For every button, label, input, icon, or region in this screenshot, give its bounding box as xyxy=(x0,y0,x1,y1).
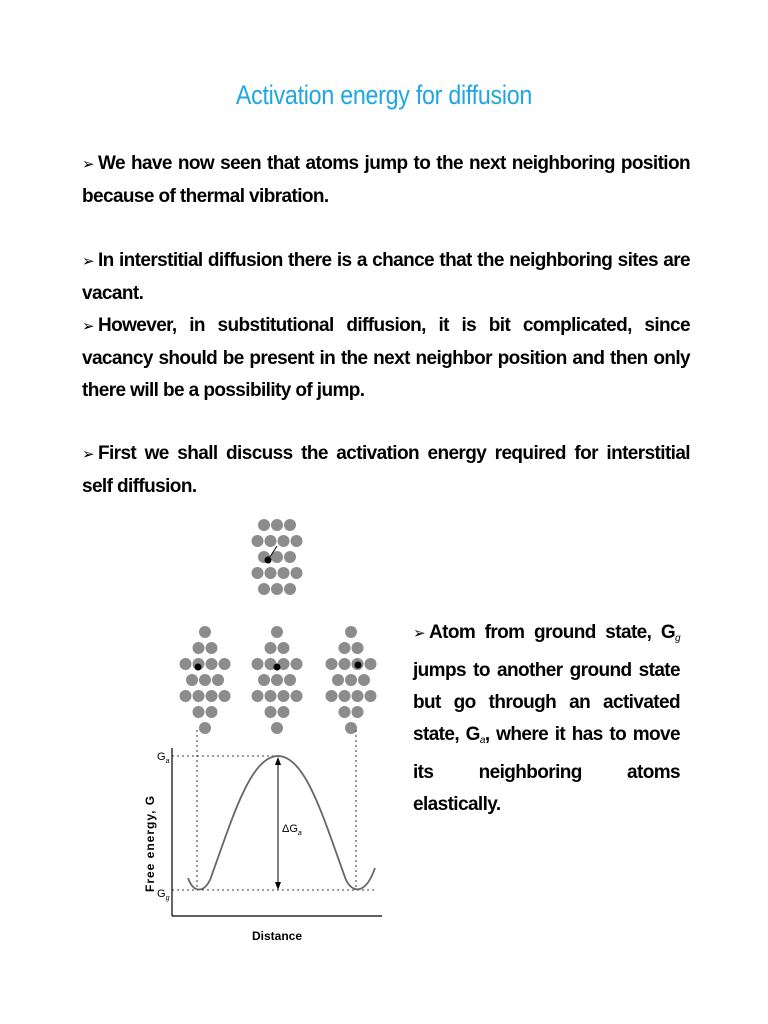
label-delta-g: $\Delta G_a$ xyxy=(282,823,302,837)
left-cluster-atom xyxy=(193,706,205,718)
top-cluster-atom xyxy=(284,551,296,563)
top-cluster-atom xyxy=(258,583,270,595)
side-sub-a: a xyxy=(479,735,485,746)
right-cluster-atom xyxy=(352,642,364,654)
atom-clusters xyxy=(180,519,377,734)
middle-cluster-atom xyxy=(258,674,270,686)
side-text-2: jumps to another ground state but go through an activated state, G xyxy=(413,660,680,745)
right-cluster-atom xyxy=(365,658,377,670)
bullet-arrow-icon: ➢ xyxy=(82,446,94,463)
middle-cluster-atom xyxy=(291,690,303,702)
paragraph-2-text: In interstitial diffusion there is a chance that the neighboring sites are vacant. xyxy=(82,250,690,304)
y-axis-label: Free energy, G xyxy=(143,794,157,892)
left-cluster-atom xyxy=(199,626,211,638)
left-cluster-atom xyxy=(199,722,211,734)
middle-cluster-atom xyxy=(271,674,283,686)
right-cluster-atom xyxy=(339,658,351,670)
middle-cluster-atom xyxy=(278,706,290,718)
left-cluster-atom xyxy=(219,690,231,702)
right-cluster-atom xyxy=(339,642,351,654)
top-cluster-atom xyxy=(265,535,277,547)
left-cluster-atom xyxy=(206,658,218,670)
left-cluster-atom xyxy=(180,690,192,702)
paragraph-3-text: However, in substitutional diffusion, it is bit complicated, since vacancy should be present in the next neighbor position and then only there will be a possibility of jump. xyxy=(82,315,690,401)
left-cluster-atom xyxy=(193,642,205,654)
right-cluster-atom xyxy=(358,674,370,686)
right-cluster-atom xyxy=(332,674,344,686)
middle-cluster-atom xyxy=(278,690,290,702)
interstitial-atom-left xyxy=(195,664,202,671)
top-cluster-atom xyxy=(271,519,283,531)
top-cluster-atom xyxy=(278,535,290,547)
x-axis-label: Distance xyxy=(251,929,303,943)
top-cluster-atom xyxy=(252,567,264,579)
right-cluster-atom xyxy=(339,706,351,718)
middle-cluster-atom xyxy=(252,690,264,702)
left-cluster-atom xyxy=(180,658,192,670)
middle-cluster-atom xyxy=(265,642,277,654)
interstitial-atom-middle xyxy=(274,664,281,671)
interstitial-atom-right xyxy=(355,662,362,669)
right-cluster-atom xyxy=(345,626,357,638)
middle-cluster-atom xyxy=(271,626,283,638)
bullet-arrow-icon: ➢ xyxy=(413,625,425,642)
side-text-1: Atom from ground state, G xyxy=(428,622,676,643)
paragraph-4-text: First we shall discuss the activation energy required for interstitial self diffusion. xyxy=(82,443,690,497)
side-text-3: , where it has to move its neighboring atoms elastically. xyxy=(413,724,680,815)
middle-cluster-atom xyxy=(291,658,303,670)
left-cluster-atom xyxy=(206,690,218,702)
right-cluster-atom xyxy=(345,674,357,686)
page-title: Activation energy for diffusion xyxy=(235,80,533,110)
top-cluster-atom xyxy=(291,567,303,579)
bullet-arrow-icon: ➢ xyxy=(82,253,94,270)
top-cluster-atom xyxy=(278,567,290,579)
top-cluster-atom xyxy=(284,583,296,595)
top-cluster-atom xyxy=(252,535,264,547)
top-cluster-atom xyxy=(265,567,277,579)
right-cluster-atom xyxy=(326,658,338,670)
delta-g-arrow xyxy=(275,757,281,890)
side-sub-g: g xyxy=(675,633,680,644)
top-cluster-atom xyxy=(291,535,303,547)
left-cluster-atom xyxy=(206,642,218,654)
left-cluster-atom xyxy=(193,690,205,702)
label-ga: $G_a$ xyxy=(157,751,170,765)
top-cluster-atom xyxy=(271,583,283,595)
left-cluster-atom xyxy=(219,658,231,670)
label-gg: $G_g$ xyxy=(157,888,170,902)
left-cluster-atom xyxy=(199,674,211,686)
dotted-guides xyxy=(172,730,375,890)
left-cluster-atom xyxy=(206,706,218,718)
middle-cluster-atom xyxy=(265,706,277,718)
middle-cluster-atom xyxy=(252,658,264,670)
middle-cluster-atom xyxy=(278,642,290,654)
middle-cluster-atom xyxy=(271,722,283,734)
top-cluster-atom xyxy=(284,519,296,531)
right-cluster-atom xyxy=(326,690,338,702)
left-cluster-atom xyxy=(186,674,198,686)
left-cluster-atom xyxy=(212,674,224,686)
right-cluster-atom xyxy=(345,722,357,734)
right-cluster-atom xyxy=(352,706,364,718)
middle-cluster-atom xyxy=(284,674,296,686)
paragraph-1-text: We have now seen that atoms jump to the next neighboring position because of thermal vibration. xyxy=(82,153,690,207)
right-cluster-atom xyxy=(339,690,351,702)
axes xyxy=(172,748,382,916)
right-cluster-atom xyxy=(365,690,377,702)
middle-cluster-atom xyxy=(265,690,277,702)
right-cluster-atom xyxy=(352,690,364,702)
bullet-arrow-icon: ➢ xyxy=(82,156,94,173)
bullet-arrow-icon: ➢ xyxy=(82,318,94,335)
top-cluster-atom xyxy=(258,519,270,531)
